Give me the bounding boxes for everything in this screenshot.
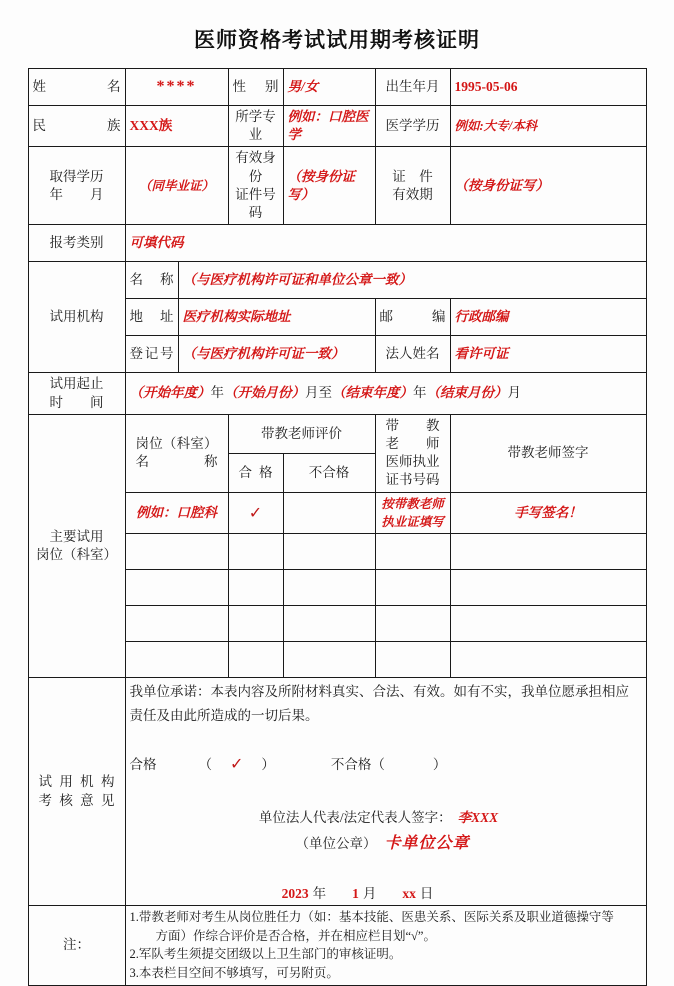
- label-degree-date-line1: 取得学历: [49, 168, 104, 184]
- degree-date-value-text: （同毕业证）: [138, 178, 214, 193]
- label-institution-section: 试用机构: [28, 262, 125, 373]
- legal-person-value-text: 看许可证: [454, 346, 509, 362]
- trial-month-unit-2: 月: [507, 385, 521, 401]
- table-row-posts-header-top: [28, 414, 646, 453]
- table-row-notes: [28, 905, 646, 985]
- opinion-pass-close: ）: [261, 757, 275, 773]
- opinion-signature-value: 李XXX: [457, 809, 499, 825]
- label-opinion-line1: 试用机构: [38, 774, 115, 790]
- opinion-fail-close: ）: [432, 757, 447, 773]
- cell-post-name-empty-4: [125, 642, 228, 678]
- cell-post-signature-empty-4: [450, 642, 646, 678]
- opinion-commitment-text: 我单位承诺：本表内容及所附材料真实、合法、有效。如有不实，我单位愿承担相应责任及由此所造成的一切后果。: [129, 684, 629, 723]
- cell-post-license-empty-2: [375, 570, 450, 606]
- opinion-date-year-unit: 年: [312, 885, 327, 901]
- post-signature-value-text: 手写签名！: [514, 504, 582, 520]
- label-birth: 出生年月: [375, 69, 450, 106]
- opinion-date-month-unit: 月: [362, 885, 377, 901]
- table-row-degree-date: [28, 147, 646, 225]
- label-ethnicity: 民族: [28, 106, 125, 147]
- label-id-validity-line2: 有效期: [392, 186, 433, 202]
- header-post-name-line1: 岗位（科室）: [135, 435, 218, 451]
- ethnicity-value-text: XXX族: [129, 118, 173, 134]
- table-row-ethnicity: [28, 106, 646, 147]
- cell-post-license-empty-4: [375, 642, 450, 678]
- value-ethnicity: [125, 106, 228, 147]
- value-trial-period: [125, 373, 646, 414]
- value-institution-address: [178, 299, 375, 336]
- label-exam-category: 报考类别: [28, 225, 125, 262]
- note-item-3: 3.本表栏目空间不够填写，可另附页。: [129, 966, 339, 981]
- value-id-validity: [450, 147, 646, 225]
- cell-post-signature-empty-3: [450, 606, 646, 642]
- label-posts-section: [28, 414, 125, 677]
- name-value-text: ****: [156, 78, 197, 96]
- opinion-content: [125, 678, 646, 906]
- opinion-pass-check-icon: ✓: [230, 754, 244, 774]
- label-id-validity-line1: 证 件: [392, 168, 433, 184]
- header-post-name: [125, 414, 228, 492]
- opinion-date-day: xx: [402, 885, 416, 901]
- value-degree-date: [125, 147, 228, 225]
- opinion-seal-label: （单位公章）: [295, 836, 377, 852]
- cell-post-fail-empty-3: [283, 606, 375, 642]
- trial-month-unit-1: 月: [305, 385, 319, 401]
- cell-post-signature-empty-2: [450, 570, 646, 606]
- note-item-1: 1.带教老师对考生从岗位胜任力（如：基本技能、医患关系、医际关系及职业道德操守等: [129, 909, 614, 924]
- label-opinion-section: [28, 678, 125, 906]
- note-item-1-cont: 方面）作综合评价是否合格，并在相应栏目划“√”。: [155, 928, 436, 943]
- cell-post-pass-empty-2: [228, 570, 283, 606]
- label-registration-number: 登记号: [125, 336, 178, 373]
- label-major: 所学专业: [228, 106, 283, 147]
- header-fail: 不合格: [283, 453, 375, 492]
- post-name-value-text: 例如：口腔科: [136, 504, 217, 520]
- cell-post-fail-empty-2: [283, 570, 375, 606]
- trial-start-year: （开始年度）: [129, 385, 211, 401]
- opinion-grade-row: [130, 753, 642, 775]
- cell-post-signature: [450, 492, 646, 533]
- opinion-fail-label: 不合格: [330, 757, 372, 773]
- opinion-date-day-unit: 日: [419, 885, 434, 901]
- label-trial-period-line1: 试用起止: [49, 376, 104, 392]
- cell-post-license: [375, 492, 450, 533]
- header-post-name-line2: 名 称: [135, 454, 218, 470]
- cell-post-pass-empty-1: [228, 534, 283, 570]
- id-number-value-text: （按身份证写）: [287, 168, 355, 202]
- trial-end-month: （结束月份）: [426, 385, 508, 401]
- cell-post-fail-empty-1: [283, 534, 375, 570]
- notes-content: [125, 905, 646, 985]
- value-major: [283, 106, 375, 147]
- label-opinion-line2: 考核意见: [38, 792, 115, 808]
- institution-name-value-text: （与医疗机构许可证和单位公章一致）: [182, 272, 412, 288]
- cell-post-license-empty-1: [375, 534, 450, 570]
- label-degree-date: [28, 147, 125, 225]
- header-pass-text: 合格: [238, 464, 273, 480]
- table-row-opinion: [28, 678, 646, 906]
- cell-post-name-empty-2: [125, 570, 228, 606]
- header-license-number-line2: 医师执业证书号码: [385, 454, 440, 488]
- value-institution-name: [178, 262, 646, 299]
- cell-post-fail: [283, 492, 375, 533]
- cell-post-name: [125, 492, 228, 533]
- cell-post-pass-empty-4: [228, 642, 283, 678]
- value-gender: [283, 69, 375, 106]
- table-row-institution-name: [28, 262, 646, 299]
- opinion-date-year: 2023: [281, 885, 309, 901]
- table-row-exam-category: [28, 225, 646, 262]
- registration-number-value-text: （与医疗机构许可证一致）: [182, 346, 345, 362]
- value-birth: [450, 69, 646, 106]
- label-id-number-line2: 证件号码: [235, 186, 276, 221]
- trial-to: 至: [318, 385, 332, 401]
- cell-post-pass-empty-3: [228, 606, 283, 642]
- major-value-text: 例如：口腔医学: [287, 109, 369, 143]
- trial-start-month: （开始月份）: [224, 385, 305, 401]
- table-row-name: [28, 69, 646, 106]
- postcode-value-text: 行政邮编: [454, 309, 509, 325]
- label-trial-period-line2: 时 间: [49, 394, 104, 410]
- label-legal-person: 法人姓名: [375, 336, 450, 373]
- label-notes: 注：: [28, 905, 125, 985]
- gender-value-text: 男/女: [287, 78, 319, 94]
- pass-check-icon: ✓: [248, 503, 263, 523]
- value-postcode: [450, 299, 646, 336]
- cell-post-pass: [228, 492, 283, 533]
- header-license-number: [375, 414, 453, 492]
- note-item-2: 2.军队考生须提交团级以上卫生部门的审核证明。: [129, 947, 402, 962]
- certificate-form: [28, 68, 647, 986]
- table-row-trial-period: [28, 373, 646, 414]
- id-validity-value-text: （按身份证写）: [454, 177, 549, 193]
- label-institution-address: 地址: [125, 299, 178, 336]
- header-license-number-line1: 带 教 老 师: [385, 417, 453, 451]
- label-posts-section-line1: 主要试用: [49, 528, 104, 544]
- opinion-pass-open: （: [198, 757, 212, 773]
- label-degree-date-line2: 年 月: [49, 186, 104, 202]
- cell-post-license-empty-3: [375, 606, 450, 642]
- cell-post-fail-empty-4: [283, 642, 375, 678]
- trial-end-year: （结束年度）: [332, 385, 413, 401]
- label-education: 医学学历: [375, 106, 450, 147]
- education-value-text: 例如:大专/本科: [454, 119, 538, 134]
- opinion-seal-value: 卡单位公章: [384, 835, 470, 853]
- opinion-signature-label: 单位法人代表/法定代表人签字：: [258, 809, 452, 825]
- opinion-signature-row: [130, 809, 642, 827]
- cell-post-name-empty-1: [125, 534, 228, 570]
- opinion-seal-row: [130, 833, 642, 855]
- cell-post-signature-empty-1: [450, 534, 646, 570]
- post-license-value-text: 按带教老师执业证填写: [381, 496, 444, 529]
- opinion-fail-open: （: [371, 757, 385, 773]
- institution-address-value-text: 医疗机构实际地址: [182, 309, 291, 325]
- label-postcode: 邮编: [375, 299, 450, 336]
- opinion-date-row: [130, 885, 642, 903]
- value-exam-category: [125, 225, 646, 262]
- label-posts-section-line2: 岗位（科室）: [36, 546, 117, 562]
- value-registration-number: [178, 336, 375, 373]
- label-trial-period: [28, 373, 125, 414]
- opinion-pass-label: 合格: [129, 757, 157, 773]
- birth-value-text: 1995-05-06: [454, 78, 518, 94]
- label-gender: 性别: [228, 69, 283, 106]
- trial-year-unit-2: 年: [413, 385, 427, 401]
- value-name: [125, 69, 228, 106]
- label-id-validity: [375, 147, 450, 225]
- exam-category-value-text: 可填代码: [129, 235, 184, 251]
- page-title: 医师资格考试试用期考核证明: [194, 28, 480, 52]
- label-institution-name: 名称: [125, 262, 178, 299]
- opinion-date-month: 1: [352, 885, 359, 901]
- header-evaluation: 带教老师评价: [228, 414, 375, 453]
- label-id-number: [228, 147, 283, 225]
- value-legal-person: [450, 336, 646, 373]
- value-education: [450, 106, 646, 147]
- header-pass: [228, 453, 283, 492]
- value-id-number: [283, 147, 375, 225]
- label-id-number-line1: 有效身份: [235, 150, 276, 184]
- cell-post-name-empty-3: [125, 606, 228, 642]
- label-name: 姓名: [28, 69, 125, 106]
- header-teacher-signature: 带教老师签字: [450, 414, 646, 492]
- trial-year-unit-1: 年: [210, 385, 224, 401]
